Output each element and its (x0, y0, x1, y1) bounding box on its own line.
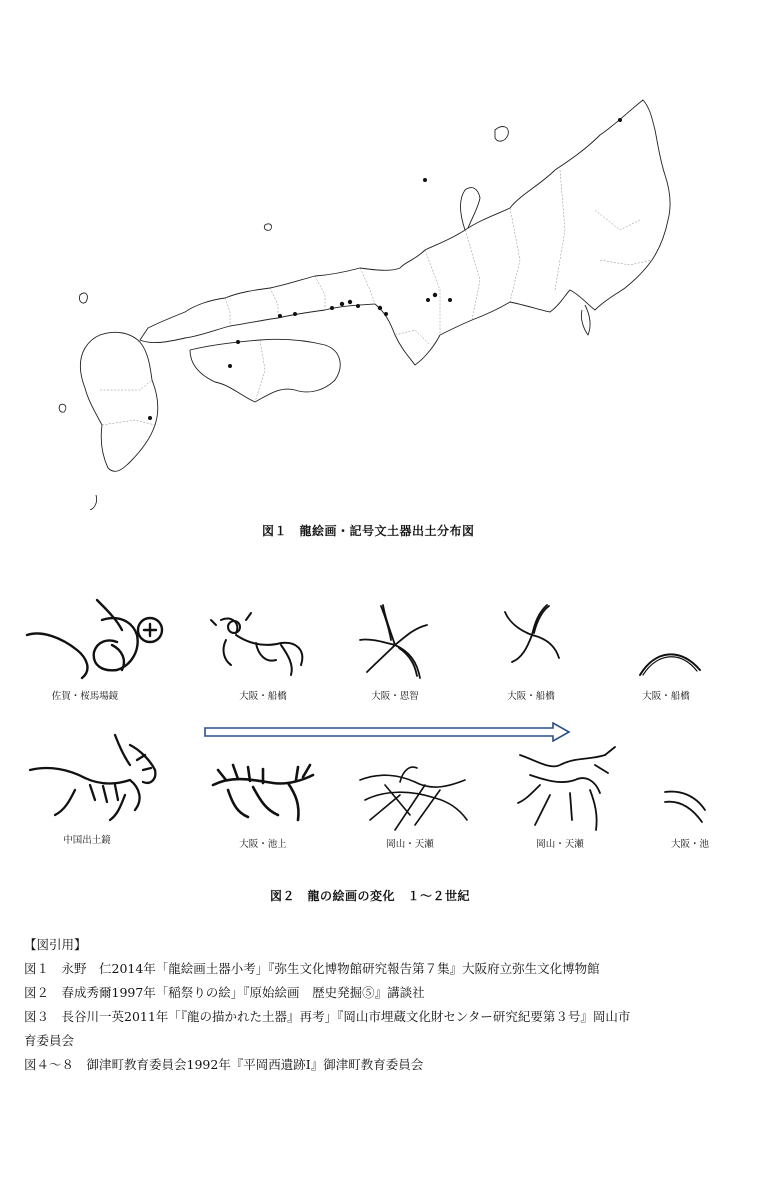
figure1-caption: 図１ 龍絵画・記号文土器出土分布図 (262, 524, 475, 538)
figure2-label: 大阪・池上 (239, 839, 287, 850)
figure2-label: 岡山・天瀬 (536, 839, 584, 850)
dragon-drawing-ike (660, 780, 710, 830)
reference-line: 図３ 長谷川一英2011年「『龍の描かれた土器』再考」『岡山市埋蔵文化財センター研究紀要第３号』岡山市 (24, 1009, 631, 1024)
figure2-label: 岡山・天瀬 (386, 839, 434, 850)
figure2-caption: 図２ 龍の絵画の変化 １～２世紀 (270, 889, 471, 903)
references-heading: 【図引用】 (24, 937, 87, 952)
dragon-drawing-amase-2 (510, 745, 620, 835)
dragon-drawing-funabashi-3 (635, 645, 705, 680)
figure2-label: 大阪・恩智 (371, 691, 419, 702)
chronology-arrow (203, 722, 573, 742)
reference-line: 図１ 永野 仁2014年「龍絵画土器小考」『弥生文化博物館研究報告第７集』大阪府立弥生文化博物館 (24, 961, 600, 976)
dragon-drawing-ikegami (208, 755, 318, 830)
figure2-label: 大阪・池 (670, 839, 709, 850)
dragon-drawing-funabashi-1 (206, 605, 316, 685)
figure2-label: 大阪・船橋 (507, 691, 555, 702)
dragon-drawing-china-mirror (25, 730, 170, 825)
dragon-drawing-saga-mirror (22, 590, 172, 685)
japan-distribution-map (40, 90, 740, 510)
references-section (24, 933, 764, 1077)
figure2-label: 大阪・船橋 (239, 691, 287, 702)
dragon-drawing-funabashi-2 (497, 600, 567, 670)
dragon-drawing-amase-1 (355, 760, 470, 835)
reference-line: 図２ 春成秀爾1997年「稲祭りの絵」『原始絵画 歴史発掘⑤』講談社 (24, 985, 425, 1000)
reference-line: 育委員会 (24, 1033, 75, 1048)
figure2-label: 大阪・船橋 (642, 691, 690, 702)
figure2-label: 佐賀・桜馬場鏡 (51, 691, 119, 702)
dragon-drawing-onji (355, 600, 435, 685)
figure2-label: 中国出土鏡 (63, 835, 111, 846)
reference-line: 図４～８ 御津町教育委員会1992年『平岡西遺跡Ⅰ』御津町教育委員会 (24, 1057, 424, 1072)
